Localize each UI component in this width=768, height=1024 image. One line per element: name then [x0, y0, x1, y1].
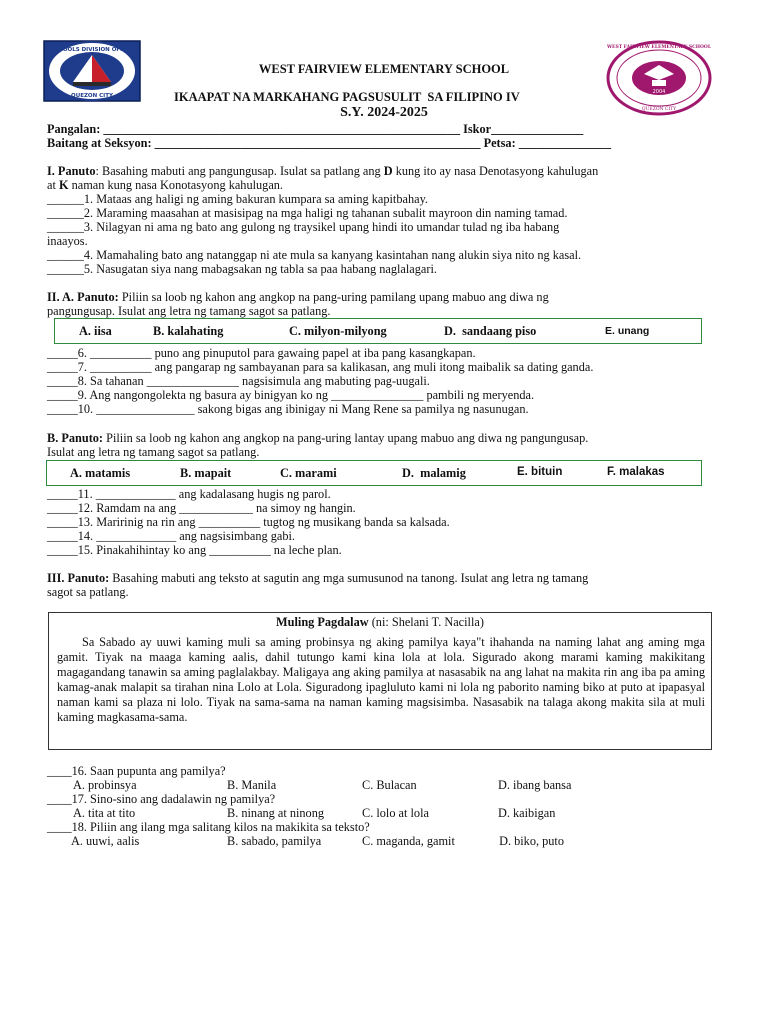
- seal-city: QUEZON CITY: [641, 107, 677, 112]
- school-year: S.Y. 2024-2025: [340, 105, 428, 120]
- choice-b-b: B. mapait: [180, 466, 232, 480]
- part3-label: III. Panuto:: [47, 571, 110, 585]
- school-name: WEST FAIRVIEW ELEMENTARY SCHOOL: [258, 62, 510, 76]
- story-author: (ni: Shelani T. Nacilla): [368, 615, 484, 629]
- story-body: Sa Sabado ay uuwi kaming muli sa aming probinsya ng aking pamilya kaya"t ihahanda na naming lahat ang aming mga gamit. Tiyak na maaga kaming aalis, dahil tutungo kami kina lola at lola. Sigurado akong marami kaming makikitang magagandang tanawin sa aming paglalakbay. Maligaya ang aking pamilya at nasasabik na ang lahat na makita rin ang iba pa aming kamag-anak malapit sa tirahan nina Lolo at Lola. Siguradong ipagluluto kami ni lola ng paborito naming biko at puto at ipapasyal naman kami sa plaza ni lolo. Tiyak na sama-sama na naman kaming magsisimba. Nasasabik na talaga akong makita sila at muli kaming magkasama-sama.: [57, 635, 705, 724]
- question-4: ______4. Mamahaling bato ang natanggap ni ate mula sa kanyang kasintahan nang alukin siya nito ng kasal.: [47, 248, 582, 262]
- part2b-label: B. Panuto:: [47, 431, 104, 445]
- part1-text-b: kung ito ay nasa Denotasyong kahulugan: [392, 164, 599, 178]
- part1-text-d: naman kung nasa Konotasyong kahulugan.: [68, 178, 284, 192]
- choices-box-b: [46, 460, 702, 486]
- part1-text-c: at: [47, 178, 59, 192]
- q17-option-a: A. tita at tito: [73, 806, 136, 820]
- seal-year: 2004: [652, 89, 666, 95]
- seal-name: WEST FAIRVIEW ELEMENTARY SCHOOL: [606, 45, 712, 50]
- choice-e: E. unang: [605, 325, 650, 337]
- question-8: _____8. Sa tahanan _______________ nagsisimula ang mabuting pag-uugali.: [47, 374, 430, 388]
- part1-label: I. Panuto: [47, 164, 96, 178]
- choice-c: C. milyon-milyong: [289, 324, 387, 338]
- name-field[interactable]: __________________________________________________________: [103, 122, 460, 136]
- name-label: Pangalan:: [47, 122, 101, 136]
- q17-option-d: D. kaibigan: [498, 806, 556, 820]
- question-12: _____12. Ramdam na ang ____________ na simoy ng hangin.: [47, 501, 356, 515]
- name-row: [47, 122, 583, 136]
- question-2: ______2. Maraming maasahan at masisipag na mga haligi ng tahanan subalit mayroon din naming tamad.: [47, 206, 568, 220]
- question-17: ____17. Sino-sino ang dadalawin ng pamilya?: [47, 792, 276, 806]
- q17-option-c: C. lolo at lola: [362, 806, 429, 820]
- story-title: Muling Pagdalaw: [276, 615, 369, 629]
- section-field[interactable]: _____________________________________________________: [154, 136, 481, 150]
- q17-option-b: B. ninang at ninong: [227, 806, 325, 820]
- part1-d: D: [383, 164, 393, 178]
- choice-b-e: E. bituin: [517, 466, 563, 478]
- date-label: Petsa:: [483, 136, 516, 150]
- choice-d: D. sandaang piso: [444, 324, 537, 338]
- q18-option-d: D. biko, puto: [496, 834, 564, 848]
- part2b-instruction-2: Isulat ang letra ng tamang sagot sa patlang.: [47, 445, 260, 459]
- section-row: [47, 136, 611, 150]
- choices-box-a: [54, 318, 702, 344]
- question-7: _____7. __________ ang pangarap ng sambayanan para sa kalikasan, ang muli itong maibalik sa dating ganda.: [47, 360, 594, 374]
- choice-b-f: F. malakas: [607, 466, 665, 478]
- question-13: _____13. Maririnig na rin ang __________ tugtog ng musikang banda sa kalsada.: [47, 515, 450, 529]
- part3-instruction: [47, 571, 588, 585]
- story-heading: [49, 615, 711, 630]
- part2b-text: Piliin sa loob ng kahon ang angkop na pang-uring lantay upang mabuo ang diwa ng pangungusap.: [103, 431, 589, 445]
- part1-k: K: [58, 178, 69, 192]
- choice-b: B. kalahating: [153, 324, 224, 338]
- story-box: [48, 612, 712, 750]
- part3-instruction-2: sagot sa patlang.: [47, 585, 129, 599]
- question-9: _____9. Ang nangongolekta ng basura ay binigyan ko ng _______________ pambili ng meryenda.: [47, 388, 535, 402]
- choice-a: A. iisa: [79, 324, 112, 338]
- part3-text: Basahing mabuti ang teksto at sagutin ang mga sumusunod na tanong. Isulat ang letra ng tamang: [109, 571, 589, 585]
- part1-instruction: [47, 164, 598, 178]
- question-3: ______3. Nilagyan ni ama ng bato ang gulong ng traysikel upang hindi ito umandar tulad ng iba habang: [47, 220, 560, 234]
- section-label: Baitang at Seksyon:: [47, 136, 152, 150]
- q16-option-b: B. Manila: [227, 778, 277, 792]
- question-18: ____18. Piliin ang ilang mga salitang kilos na makikita sa teksto?: [47, 820, 370, 834]
- question-3-cont: inaayos.: [47, 234, 88, 248]
- q18-option-b: B. sabado, pamilya: [227, 834, 322, 848]
- question-11: _____11. _____________ ang kadalasang hugis ng parol.: [47, 487, 331, 501]
- choice-b-c: C. marami: [280, 466, 337, 480]
- choice-b-a: A. matamis: [70, 466, 131, 480]
- question-16: ____16. Saan pupunta ang pamilya?: [47, 764, 226, 778]
- question-14: _____14. _____________ ang nagsisimbang gabi.: [47, 529, 295, 543]
- part2a-instruction: [47, 290, 549, 304]
- score-field[interactable]: _______________: [491, 122, 584, 136]
- question-1: ______1. Mataas ang haligi ng aming bakuran kumpara sa aming kapitbahay.: [47, 192, 428, 206]
- exam-title: IKAAPAT NA MARKAHANG PAGSUSULIT SA FILIPINO IV: [174, 90, 520, 104]
- q16-option-a: A. probinsya: [73, 778, 137, 792]
- question-6: _____6. __________ puno ang pinuputol para gawaing papel at iba pang kasangkapan.: [47, 346, 476, 360]
- q18-option-a: A. uuwi, aalis: [71, 834, 140, 848]
- part2a-instruction-2: pangungusap. Isulat ang letra ng tamang sagot sa patlang.: [47, 304, 331, 318]
- part1-text-a: : Basahing mabuti ang pangungusap. Isulat sa patlang ang: [95, 164, 384, 178]
- question-15: _____15. Pinakahihintay ko ang __________ na leche plan.: [47, 543, 342, 557]
- score-label: Iskor: [463, 122, 492, 136]
- part2b-instruction: [47, 431, 588, 445]
- q18-option-c: C. maganda, gamit: [362, 834, 455, 848]
- part1-instruction-2: [47, 178, 283, 192]
- seal-text-top: SCHOOLS DIVISION OFFICE: [50, 47, 134, 53]
- q16-option-d: D. ibang bansa: [498, 778, 572, 792]
- question-5: ______5. Nasugatan siya nang mabagsakan ng tabla sa paa habang naglalagari.: [47, 262, 437, 276]
- part2a-text: Piliin sa loob ng kahon ang angkop na pang-uring pamilang upang mabuo ang diwa ng: [118, 290, 549, 304]
- date-field[interactable]: _______________: [518, 136, 611, 150]
- question-10: _____10. ________________ sakong bigas ang ibinigay ni Mang Rene sa pamilya ng nasunugan.: [47, 402, 529, 416]
- q16-option-c: C. Bulacan: [362, 778, 417, 792]
- seal-text-bottom: QUEZON CITY: [71, 93, 113, 99]
- choice-b-d: D. malamig: [402, 466, 466, 480]
- part2a-label: II. A. Panuto:: [47, 290, 119, 304]
